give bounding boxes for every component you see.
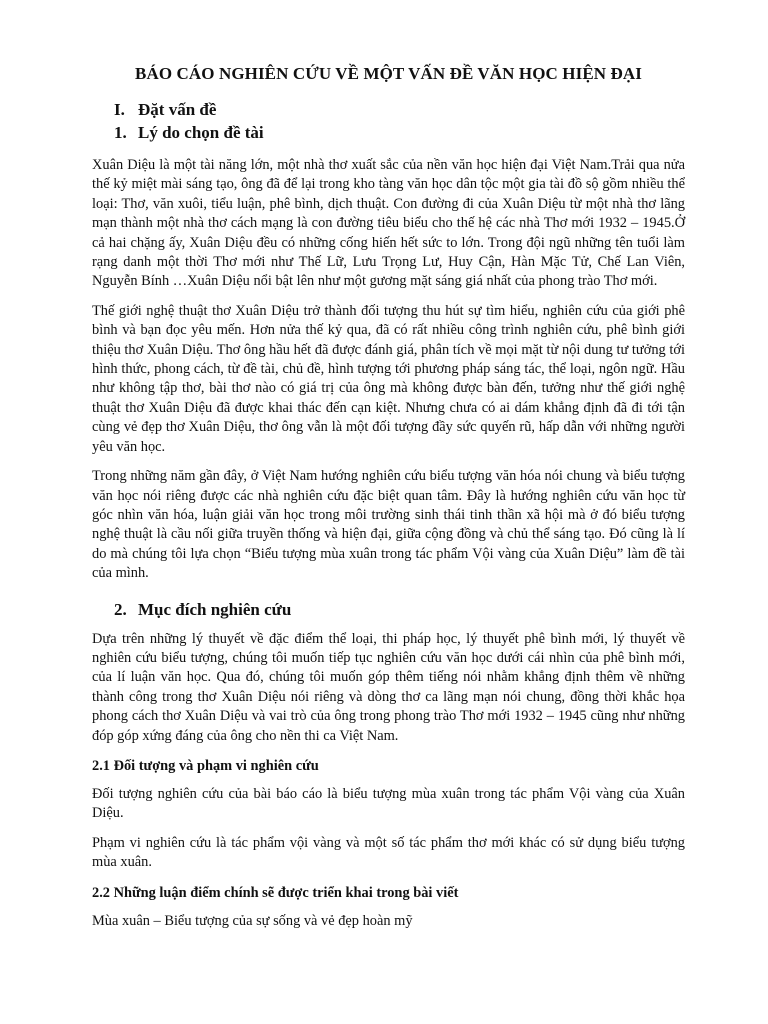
body-paragraph: Dựa trên những lý thuyết về đặc điểm thể loại, thi pháp học, lý thuyết phê bình mới, lý thuyết về nghiên cứu biểu tượng, chúng tôi muốn tiếp tục nghiên cứu văn học dưới cái nhìn của phê bình mới, của lí luận văn học. Qua đó, chúng tôi muốn góp thêm tiếng nói nhằm khẳng định thêm về những thành công trong thơ Xuân Diệu nói riêng và dòng thơ ca lãng mạn nói chung, đồng thời khắc họa phong cách thơ Xuân Diệu và vai trò của ông trong phong trào Thơ mới 1932 – 1945 cũng như những đóp góp xứng đáng của ông cho nền thi ca Việt Nam.	[92, 630, 685, 744]
section-label: Đặt vấn đề	[138, 100, 217, 119]
body-paragraph: Thế giới nghệ thuật thơ Xuân Diệu trở thành đối tượng thu hút sự tìm hiểu, nghiên cứu của giới phê bình và bạn đọc yêu mến. Hơn nửa thế kỷ qua, đã có rất nhiều công trình nghiên cứu, phê bình giới thiệu thơ Xuân Diệu. Thơ ông hầu hết đã được đánh giá, phân tích về mọi mặt từ nội dung tư tưởng tới hình thức, phong cách, từ đề tài, chủ đề, hình tượng tới phương pháp sáng tác, thể loại, ngôn ngữ. Hầu như không tập thơ, bài thơ nào có giá trị của ông mà không được bàn đến, tưởng như thế giới nghệ thuật thơ Xuân Diệu đã được khai thác đến cạn kiệt. Nhưng chưa có ai dám khẳng định đã đi tới tận cùng vẻ đẹp thơ Xuân Diệu, thơ ông vẫn là một đối tượng đầy sức quyến rũ, hấp dẫn với những người yêu văn học.	[92, 302, 685, 455]
body-paragraph: Đối tượng nghiên cứu của bài báo cáo là biểu tượng mùa xuân trong tác phẩm Vội vàng của Xuân Diệu.	[92, 785, 685, 822]
section-number: I.	[114, 100, 125, 119]
body-paragraph: Xuân Diệu là một tài năng lớn, một nhà thơ xuất sắc của nền văn học hiện đại Việt Nam.Trải qua nửa thế kỷ miệt mài sáng tạo, ông đã để lại trong kho tàng văn học dân tộc một gia tài đồ sộ gồm nhiều thể loại: Thơ, văn xuôi, tiểu luận, phê bình, dịch thuật. Con đường đi của Xuân Diệu từ một nhà thơ lãng mạn thành một nhà thơ cách mạng là con đường tiêu biểu cho thế hệ các nhà Thơ mới 1932 – 1945.Ở cả hai chặng ấy, Xuân Diệu đều có những cống hiến hết sức to lớn. Trong đội ngũ những tên tuổi làm rạng danh một thời Thơ mới như Thế Lữ, Lưu Trọng Lư, Huy Cận, Hàn Mặc Tử, Chế Lan Viên, Nguyễn Bính …Xuân Diệu nổi bật lên như một gương mặt sáng giá nhất của phong trào Thơ mới.	[92, 157, 685, 290]
section-number: 1.	[114, 123, 127, 142]
section-heading-purpose	[92, 600, 685, 620]
document-title: BÁO CÁO NGHIÊN CỨU VỀ MỘT VẤN ĐỀ VĂN HỌC HIỆN ĐẠI	[135, 64, 642, 83]
section-label: Lý do chọn đề tài	[138, 123, 264, 142]
subsection-heading: 2.1 Đối tượng và phạm vi nghiên cứu	[92, 757, 319, 774]
subsection-heading: 2.2 Những luận điểm chính sẽ được triển khai trong bài viết	[92, 884, 459, 901]
section-heading-intro	[92, 98, 685, 121]
body-paragraph: Phạm vi nghiên cứu là tác phẩm vội vàng và một số tác phẩm thơ mới khác có sử dụng biểu tượng mùa xuân.	[92, 834, 685, 871]
section-number: 2.	[114, 599, 127, 619]
body-paragraph: Mùa xuân – Biểu tượng của sự sống và vẻ đẹp hoàn mỹ	[92, 912, 413, 929]
body-paragraph: Trong những năm gần đây, ở Việt Nam hướng nghiên cứu biểu tượng văn hóa nói chung và biểu tượng văn học nói riêng được các nhà nghiên cứu đặc biệt quan tâm. Đây là hướng nghiên cứu văn học từ góc nhìn văn hóa, luận giải văn học trong môi trường sinh thái tinh thần xã hội mà ở đó biểu tượng nghệ thuật là cầu nối giữa truyền thống và hiện đại, giữa cộng đồng và chủ thể sáng tạo. Đó cũng là lí do mà chúng tôi lựa chọn “Biểu tượng mùa xuân trong tác phẩm Vội vàng của Xuân Diệu” làm đề tài của mình.	[92, 468, 685, 582]
section-label: Mục đích nghiên cứu	[138, 599, 292, 619]
section-heading-reason	[92, 121, 685, 144]
